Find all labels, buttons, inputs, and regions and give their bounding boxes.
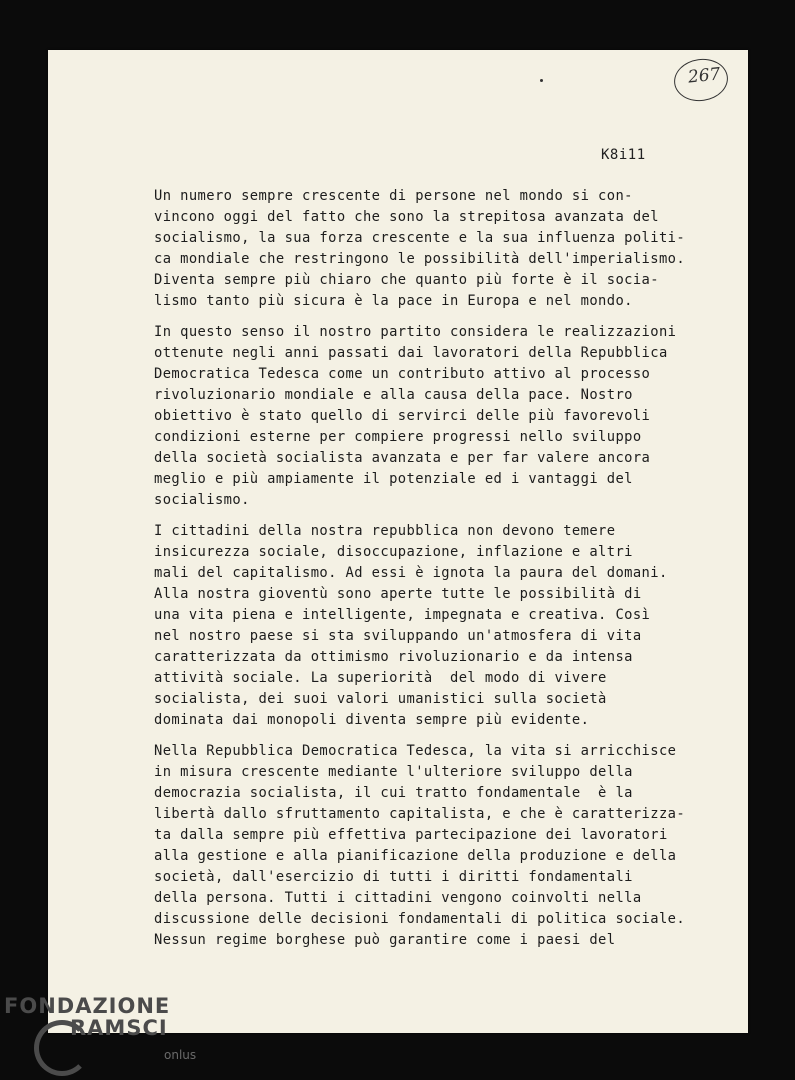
text-line: ottenute negli anni passati dai lavoratori della Repubblica (154, 345, 668, 361)
watermark-onlus: onlus (164, 1048, 197, 1062)
text-line: obiettivo è stato quello di servirci delle più favorevoli (154, 408, 651, 424)
text-line: una vita piena e intelligente, impegnata e creativa. Così (154, 607, 651, 623)
text-line: libertà dallo sfruttamento capitalista, e che è caratterizza- (154, 806, 686, 822)
text-line: socialismo. (154, 492, 250, 508)
text-line: dominata dai monopoli diventa sempre più evidente. (154, 712, 590, 728)
text-line: discussione delle decisioni fondamentali di politica sociale. (154, 911, 686, 927)
text-line: società, dall'esercizio di tutti i diritti fondamentali (154, 869, 633, 885)
text-line: ca mondiale che restringono le possibilità dell'imperialismo. (154, 251, 686, 267)
paragraph (154, 521, 714, 731)
handwritten-page-number: 267 (687, 64, 722, 88)
text-line: Alla nostra gioventù sono aperte tutte le possibilità di (154, 586, 642, 602)
text-line: democrazia socialista, il cui tratto fondamentale è la (154, 785, 633, 801)
text-line: ta dalla sempre più effettiva partecipazione dei lavoratori (154, 827, 668, 843)
document-code: K8i11 (601, 147, 646, 163)
ink-dot (540, 79, 543, 82)
text-line: lismo tanto più sicura è la pace in Europa e nel mondo. (154, 293, 633, 309)
paragraph (154, 186, 714, 312)
text-line: Nella Repubblica Democratica Tedesca, la vita si arricchisce (154, 743, 677, 759)
text-line: insicurezza sociale, disoccupazione, inflazione e altri (154, 544, 633, 560)
text-line: I cittadini della nostra repubblica non devono temere (154, 523, 616, 539)
text-line: nel nostro paese si sta sviluppando un'atmosfera di vita (154, 628, 642, 644)
watermark-line1: FONDAZIONE (4, 994, 171, 1018)
text-line: socialismo, la sua forza crescente e la sua influenza politi- (154, 230, 686, 246)
document-page (48, 50, 748, 1033)
text-line: della persona. Tutti i cittadini vengono coinvolti nella (154, 890, 642, 906)
text-line: rivoluzionario mondiale e alla causa della pace. Nostro (154, 387, 633, 403)
text-line: Un numero sempre crescente di persone nel mondo si con- (154, 188, 633, 204)
document-body (154, 186, 714, 961)
watermark-line2: RAMSCI (70, 1016, 168, 1040)
text-line: Diventa sempre più chiaro che quanto più forte è il socia- (154, 272, 659, 288)
text-line: mali del capitalismo. Ad essi è ignota la paura del domani. (154, 565, 668, 581)
text-line: in misura crescente mediante l'ulteriore sviluppo della (154, 764, 633, 780)
gramsci-g-logo-icon (34, 1020, 90, 1076)
foundation-watermark (4, 994, 197, 1062)
text-line: condizioni esterne per compiere progressi nello sviluppo (154, 429, 642, 445)
text-line: attività sociale. La superiorità del modo di vivere (154, 670, 607, 686)
paragraph (154, 322, 714, 511)
paragraph (154, 741, 714, 951)
text-line: della società socialista avanzata e per far valere ancora (154, 450, 651, 466)
text-line: caratterizzata da ottimismo rivoluzionario e da intensa (154, 649, 633, 665)
text-line: socialista, dei suoi valori umanistici sulla società (154, 691, 607, 707)
text-line: Democratica Tedesca come un contributo attivo al processo (154, 366, 651, 382)
text-line: alla gestione e alla pianificazione della produzione e della (154, 848, 677, 864)
text-line: In questo senso il nostro partito considera le realizzazioni (154, 324, 677, 340)
text-line: vincono oggi del fatto che sono la strepitosa avanzata del (154, 209, 659, 225)
text-line: Nessun regime borghese può garantire come i paesi del (154, 932, 616, 948)
text-line: meglio e più ampiamente il potenziale ed i vantaggi del (154, 471, 633, 487)
